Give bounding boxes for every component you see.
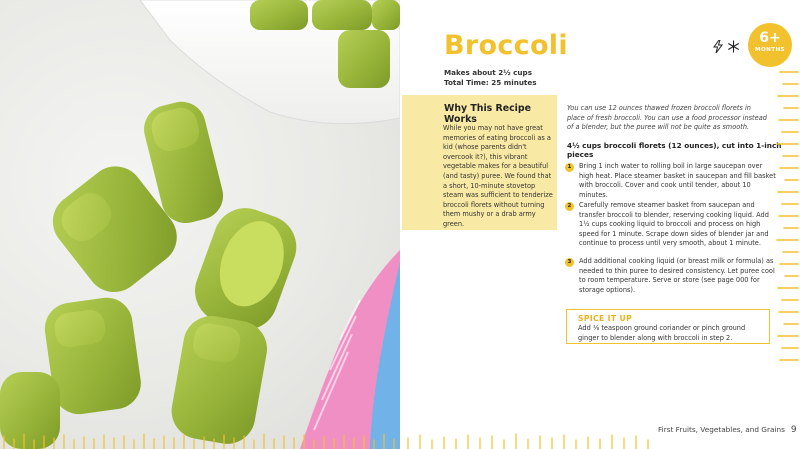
puree-cubes [0, 97, 305, 449]
spice-text: Add ⅛ teaspoon ground coriander or pinch ground ginger to blender along with broccoli in step 2. [578, 324, 746, 342]
badge-unit: MONTHS [755, 47, 785, 53]
striped-bag [300, 250, 400, 449]
step-number: 1 [565, 163, 574, 172]
recipe-total-time: Total Time: 25 minutes [444, 78, 537, 87]
why-title: Why This Recipe Works [444, 103, 531, 125]
spice-it-up-box [566, 309, 770, 344]
recipe-intro-note: You can use 12 ounces thawed frozen broccoli florets in place of fresh broccoli. You can use a food processor instead of a blender, but the puree will not be quite as smooth. [567, 104, 767, 132]
step-text: Carefully remove steamer basket from saucepan and transfer broccoli to blender, reserving cooking liquid. Add 1½ cups cooking liquid to broccoli and process on high speed for 1 minute. Scrape down sides of blender jar and continue to process until very smooth, about 1 minute. [579, 201, 769, 248]
why-this-recipe-works-panel [402, 95, 557, 230]
recipe-title: Broccoli [444, 30, 568, 61]
step-text: Bring 1 inch water to rolling boil in large saucepan over high heat. Place steamer basket in saucepan and fill basket with broccoli. Cover and cook until tender, about 10 minutes. [579, 162, 776, 199]
recipe-page [400, 0, 800, 449]
recipe-yield: Makes about 2½ cups [444, 68, 532, 77]
step-number: 3 [565, 258, 574, 267]
why-text: While you may not have great memories of eating broccoli as a kid (whose parents didn't overcook it?), this vibrant vegetable makes for a beautiful (and tasty) puree. We found that a short, 10-minute stovetop steam was sufficient to tenderize broccoli florets without turning them mushy or a drab army green. [443, 124, 553, 228]
badge-age: 6+ [759, 30, 781, 46]
age-badge [748, 23, 792, 67]
recipe-meta [444, 68, 537, 88]
step-number: 2 [565, 202, 574, 211]
bottom-stripes-decoration [0, 430, 800, 449]
ingredient-line: 4½ cups broccoli florets (12 ounces), cut into 1-inch pieces [567, 141, 782, 159]
step-text: Add additional cooking liquid (or breast milk or formula) as needed to thin puree to desired consistency. Let puree cool to room temperature. Serve or store (see page 000 for storage options). [579, 257, 775, 294]
snowflake-icon [727, 40, 740, 56]
page-number: 9 [790, 425, 797, 435]
spice-title: SPICE IT UP [578, 314, 633, 323]
lightning-icon [713, 40, 723, 56]
recipe-icons [713, 40, 740, 56]
footer-section: First Fruits, Vegetables, and Grains [658, 425, 785, 434]
edge-stripes-decoration [774, 68, 800, 368]
